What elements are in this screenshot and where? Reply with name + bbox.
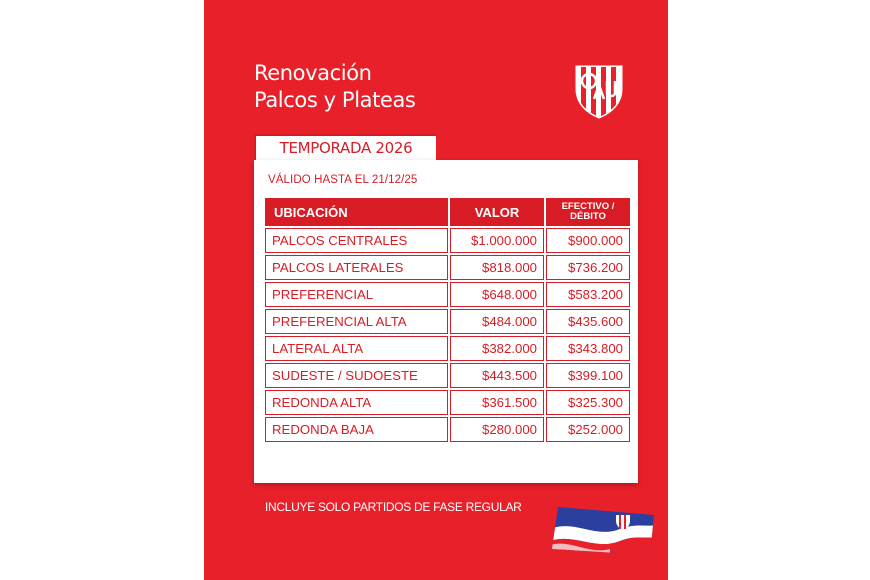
row-location: LATERAL ALTA [265,336,448,361]
table-header-row [265,198,630,226]
row-location: SUDESTE / SUDOESTE [265,363,448,388]
footer-note: INCLUYE SOLO PARTIDOS DE FASE REGULAR [265,500,522,514]
row-cash-debit: $900.000 [546,228,630,253]
club-crest-icon [572,63,626,119]
table-row [265,363,630,388]
header-location: UBICACIÓN [265,198,448,226]
price-panel [254,160,638,483]
row-location: REDONDA BAJA [265,417,448,442]
title-line-1: Renovación [254,61,372,85]
row-location: PALCOS CENTRALES [265,228,448,253]
row-value: $1.000.000 [450,228,544,253]
table-row [265,309,630,334]
row-location: PREFERENCIAL ALTA [265,309,448,334]
row-cash-debit: $583.200 [546,282,630,307]
row-location: PALCOS LATERALES [265,255,448,280]
row-cash-debit: $435.600 [546,309,630,334]
table-row [265,390,630,415]
row-value: $818.000 [450,255,544,280]
row-cash-debit: $343.800 [546,336,630,361]
row-location: PREFERENCIAL [265,282,448,307]
season-badge: TEMPORADA 2026 [254,134,436,160]
row-cash-debit: $252.000 [546,417,630,442]
membership-card-icon [550,503,660,559]
poster [204,0,668,580]
row-value: $280.000 [450,417,544,442]
table-row [265,228,630,253]
table-row [265,417,630,442]
table-row [265,282,630,307]
row-value: $361.500 [450,390,544,415]
valid-until-text: VÁLIDO HASTA EL 21/12/25 [268,174,418,186]
row-cash-debit: $399.100 [546,363,630,388]
page-title [254,60,415,114]
row-value: $484.000 [450,309,544,334]
title-line-2: Palcos y Plateas [254,88,416,112]
header-cash-debit: EFECTIVO / DÉBITO [546,198,630,226]
table-row [265,255,630,280]
row-value: $443.500 [450,363,544,388]
header-value: VALOR [450,198,544,226]
row-cash-debit: $736.200 [546,255,630,280]
row-cash-debit: $325.300 [546,390,630,415]
row-value: $648.000 [450,282,544,307]
row-location: REDONDA ALTA [265,390,448,415]
price-table [263,196,632,444]
table-row [265,336,630,361]
row-value: $382.000 [450,336,544,361]
